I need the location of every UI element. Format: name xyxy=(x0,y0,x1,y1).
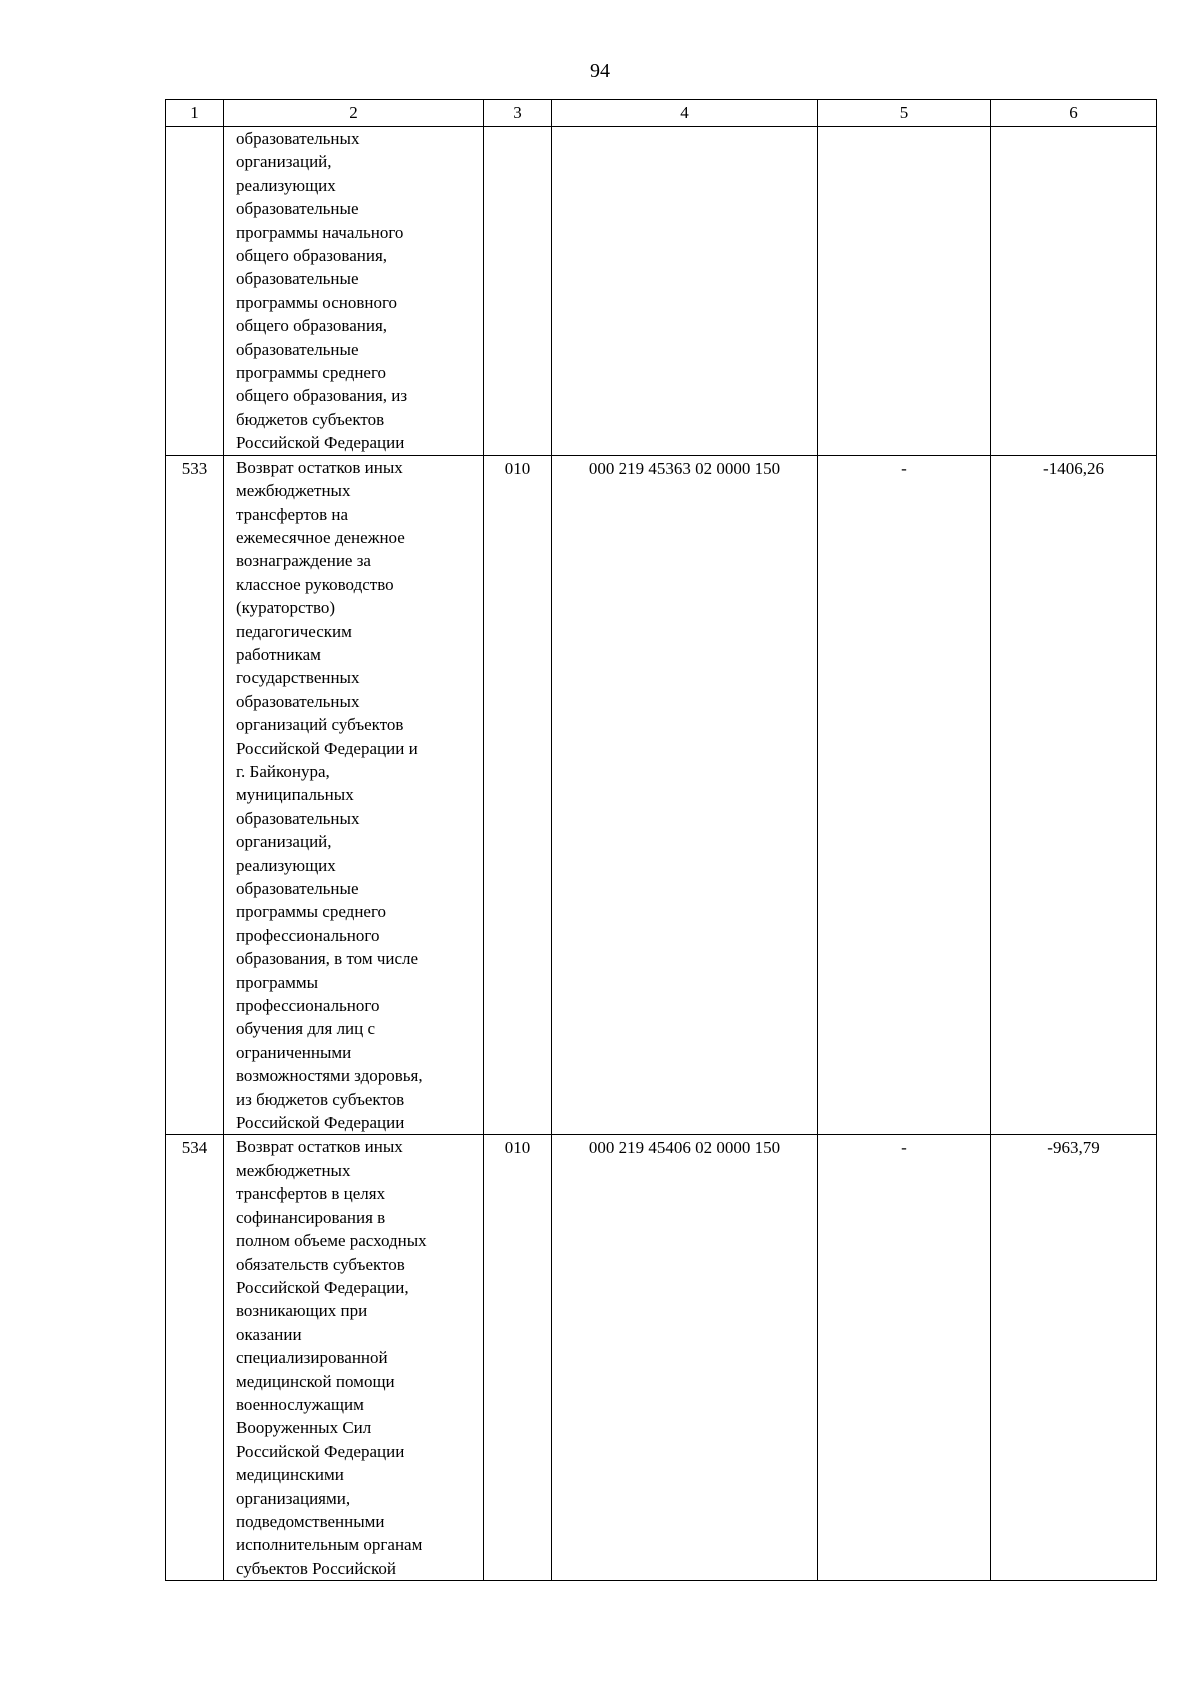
description-line: программы основного xyxy=(236,292,398,312)
table-row xyxy=(166,455,1157,1135)
description-line: государственных xyxy=(236,668,360,688)
description-line: Российской Федерации, xyxy=(236,1277,409,1297)
description-cell xyxy=(224,1135,484,1581)
description-line: Российской Федерации и xyxy=(236,738,418,758)
description-line: софинансирования в xyxy=(236,1207,386,1227)
description-line: программы начального xyxy=(236,222,404,242)
description-line: образовательных xyxy=(236,691,360,711)
description-line: реализующих xyxy=(236,175,336,195)
description-line: г. Байконура, xyxy=(236,761,330,781)
description-line: Вооруженных Сил xyxy=(236,1418,372,1438)
description-line: образовательные xyxy=(236,339,359,359)
description-cell xyxy=(224,127,484,456)
row-number-cell: 534 xyxy=(166,1135,224,1581)
column-5-cell: - xyxy=(818,1135,991,1581)
description-line: возможностями здоровья, xyxy=(236,1066,423,1086)
admin-code-cell: 010 xyxy=(484,1135,552,1581)
description-line: программы среднего xyxy=(236,902,387,922)
description-line: программы xyxy=(236,972,319,992)
column-header-2: 2 xyxy=(224,100,484,127)
column-header-6: 6 xyxy=(991,100,1157,127)
description-line: медицинскими xyxy=(236,1465,344,1485)
table-row xyxy=(166,1135,1157,1581)
description-line: полном объеме расходных xyxy=(236,1231,427,1251)
description-line: общего образования, xyxy=(236,246,388,266)
description-line: военнослужащим xyxy=(236,1394,364,1414)
description-line: возникающих при xyxy=(236,1301,368,1321)
description-line: организаций, xyxy=(236,152,332,172)
table-header-row xyxy=(166,100,1157,127)
description-line: вознаграждение за xyxy=(236,551,371,571)
column-5-cell xyxy=(818,127,991,456)
description-line: профессионального xyxy=(236,996,380,1016)
description-line: из бюджетов субъектов xyxy=(236,1089,405,1109)
budget-table xyxy=(165,99,1157,1581)
description-line: ежемесячное денежное xyxy=(236,527,405,547)
table-row xyxy=(166,127,1157,456)
amount-cell: -1406,26 xyxy=(991,455,1157,1135)
description-line: Российской Федерации xyxy=(236,1113,405,1133)
description-line: реализующих xyxy=(236,855,336,875)
description-line: ограниченными xyxy=(236,1042,352,1062)
description-cell xyxy=(224,455,484,1135)
description-line: образовательные xyxy=(236,269,359,289)
description-line: работникам xyxy=(236,644,321,664)
description-line: Возврат остатков иных xyxy=(236,1137,403,1157)
description-line: образовательные xyxy=(236,879,359,898)
description-line: общего образования, xyxy=(236,316,388,336)
description-line: бюджетов субъектов xyxy=(236,409,385,429)
description-line: программы среднего xyxy=(236,363,387,383)
kbk-code-cell: 000 219 45363 02 0000 150 xyxy=(552,455,818,1135)
description-line: трансфертов на xyxy=(236,504,348,524)
column-header-1: 1 xyxy=(166,100,224,127)
description-line: трансфертов в целях xyxy=(236,1184,386,1204)
description-line: классное руководство xyxy=(236,574,394,594)
description-line: организаций субъектов xyxy=(236,715,404,735)
description-line: (кураторство) xyxy=(236,598,336,618)
description-line: образовательных xyxy=(236,129,360,148)
description-line: подведомственными xyxy=(236,1511,385,1531)
description-line: общего образования, из xyxy=(236,386,408,406)
description-line: организаций, xyxy=(236,832,332,852)
description-line: Российской Федерации xyxy=(236,433,405,453)
description-line: субъектов Российской xyxy=(236,1558,396,1578)
description-line: специализированной xyxy=(236,1348,388,1368)
admin-code-cell xyxy=(484,127,552,456)
description-line: образования, в том числе xyxy=(236,949,419,969)
description-line: медицинской помощи xyxy=(236,1371,395,1391)
description-line: исполнительным органам xyxy=(236,1535,423,1555)
kbk-code-cell: 000 219 45406 02 0000 150 xyxy=(552,1135,818,1581)
column-header-5: 5 xyxy=(818,100,991,127)
row-number-cell: 533 xyxy=(166,455,224,1135)
description-line: межбюджетных xyxy=(236,1160,351,1180)
kbk-code-cell xyxy=(552,127,818,456)
description-line: Российской Федерации xyxy=(236,1441,405,1461)
page-number: 94 xyxy=(590,60,610,82)
description-line: организациями, xyxy=(236,1488,351,1508)
amount-cell xyxy=(991,127,1157,456)
description-line: педагогическим xyxy=(236,621,352,641)
column-header-3: 3 xyxy=(484,100,552,127)
amount-cell: -963,79 xyxy=(991,1135,1157,1581)
description-line: оказании xyxy=(236,1324,302,1344)
description-line: обучения для лиц с xyxy=(236,1019,376,1039)
description-line: муниципальных xyxy=(236,785,354,805)
column-5-cell: - xyxy=(818,455,991,1135)
description-line: образовательных xyxy=(236,808,360,828)
description-line: профессионального xyxy=(236,925,380,945)
description-line: межбюджетных xyxy=(236,481,351,501)
description-line: обязательств субъектов xyxy=(236,1254,405,1274)
description-line: Возврат остатков иных xyxy=(236,457,403,477)
description-line: образовательные xyxy=(236,199,359,219)
admin-code-cell: 010 xyxy=(484,455,552,1135)
column-header-4: 4 xyxy=(552,100,818,127)
row-number-cell xyxy=(166,127,224,456)
